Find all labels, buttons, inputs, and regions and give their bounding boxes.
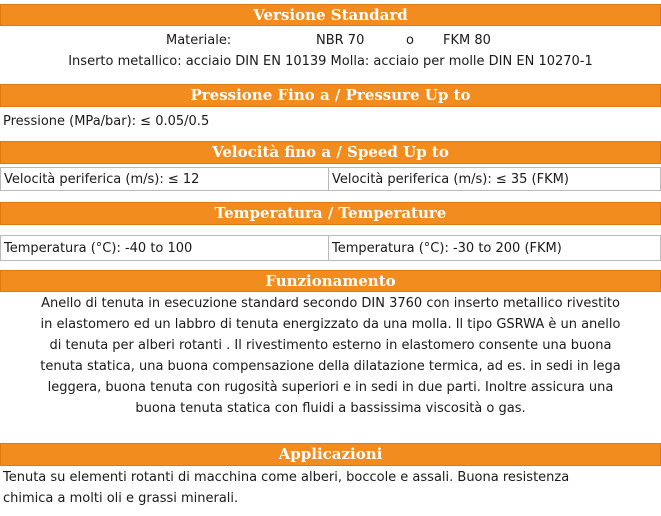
speed-left-value: Velocità periferica (m/s): ≤ 12 [4,171,200,187]
temperature-right-value: Temperatura (°C): -30 to 200 (FKM) [332,240,562,256]
pressure-value: Pressione (MPa/bar): ≤ 0.05/0.5 [3,113,210,129]
speed-left-cell [0,167,329,191]
temperature-left-value: Temperatura (°C): -40 to 100 [4,240,193,256]
standard-header [0,4,661,26]
speed-header [0,141,661,164]
temperature-row [0,235,661,261]
applications-line: Tenuta su elementi rotanti di macchina come alberi, boccole e assali. Buona resistenza [3,470,570,485]
pressure-cell [0,110,661,132]
function-line: leggera, buona tenuta con rugosità superiori e in sedi in due parti. Inoltre assicura una [47,380,614,395]
material-or: o [406,33,414,48]
applications-header [0,443,661,466]
applications-line: chimica a molti oli e grassi minerali. [3,491,239,506]
material-fkm: FKM 80 [443,33,491,48]
function-line: di tenuta per alberi rotanti . Il rivestimento esterno in elastomero consente una buona [49,338,612,353]
function-line: buona tenuta statica con fluidi a bassissima viscosità o gas. [135,401,526,416]
material-row [0,33,661,51]
applications-description [0,467,661,509]
speed-title: Velocità fino a / Speed Up to [212,143,449,161]
function-line: in elastomero ed un labbro di tenuta energizzato da una molla. Il tipo GSRWA è un anello [40,317,621,332]
function-title: Funzionamento [265,272,396,290]
pressure-title: Pressione Fino a / Pressure Up to [190,86,471,104]
insert-line: Inserto metallico: acciaio DIN EN 10139 Molla: acciaio per molle DIN EN 10270-1 [68,54,593,69]
function-description [0,293,661,419]
material-label: Materiale: [166,33,232,48]
speed-right-cell [328,167,661,191]
speed-row [0,167,661,191]
speed-right-value: Velocità periferica (m/s): ≤ 35 (FKM) [332,171,569,187]
function-header [0,270,661,292]
temperature-right-cell [328,235,661,261]
function-line: tenuta statica, una buona compensazione della dilatazione termica, ad es. in sedi in lega [40,359,621,374]
temperature-header [0,202,661,225]
function-line: Anello di tenuta in esecuzione standard secondo DIN 3760 con inserto metallico rivestito [41,296,620,311]
material-nbr: NBR 70 [316,33,365,48]
applications-title: Applicazioni [278,445,383,463]
temperature-left-cell [0,235,329,261]
temperature-title: Temperatura / Temperature [214,204,447,222]
pressure-header [0,84,661,107]
pressure-row [0,110,661,132]
standard-title: Versione Standard [253,6,408,24]
